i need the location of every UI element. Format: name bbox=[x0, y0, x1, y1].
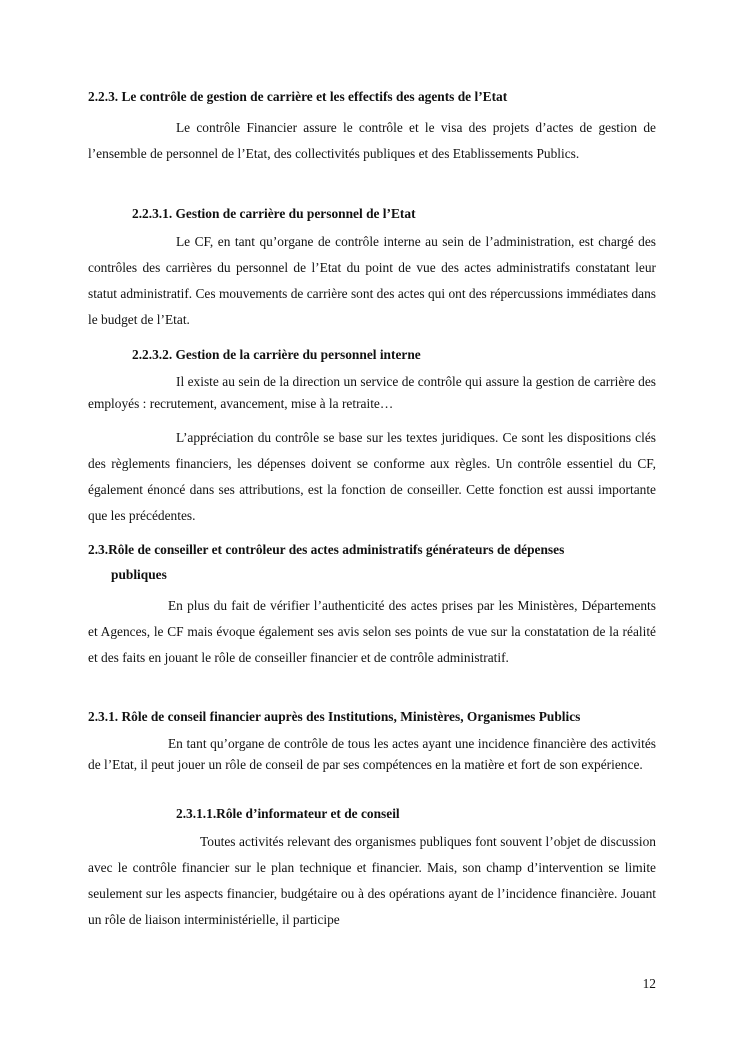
section-heading-2-3-1-1: 2.3.1.1.Rôle d’informateur et de conseil bbox=[176, 806, 400, 821]
paragraph: L’appréciation du contrôle se base sur les textes juridiques. Ce sont les dispositions clés des règlements financiers, les dépenses doivent se conforme aux règles. Un contrôle essentiel du CF, également énoncé dans ses attributions, est la fonction de conseiller. Cette fonction est aussi importante que les précédentes. bbox=[88, 430, 656, 523]
section-heading-2-2-3-2: 2.2.3.2. Gestion de la carrière du personnel interne bbox=[132, 347, 421, 362]
paragraph: Il existe au sein de la direction un service de contrôle qui assure la gestion de carrière des employés : recrutement, avancement, mise à la retraite… bbox=[88, 374, 656, 411]
page-number: 12 bbox=[642, 976, 656, 991]
paragraph: En tant qu’organe de contrôle de tous les actes ayant une incidence financière des activités de l’Etat, il peut jouer un rôle de conseil de par ses compétences en la matière et fort de son expérience. bbox=[88, 736, 656, 772]
section-heading-2-3: 2.3.Rôle de conseiller et contrôleur des actes administratifs générateurs de dépenses bbox=[88, 542, 565, 557]
section-heading-2-3-continued: publiques bbox=[111, 567, 167, 582]
paragraph: Le CF, en tant qu’organe de contrôle interne au sein de l’administration, est chargé des contrôles des carrières du personnel de l’Etat du point de vue des actes administratifs constatant leur statut administratif. Ces mouvements de carrière sont des actes qui ont des répercussions immédiates dans le budget de l’Etat. bbox=[88, 234, 656, 327]
paragraph: Le contrôle Financier assure le contrôle et le visa des projets d’actes de gestion de l’ensemble de personnel de l’Etat, des collectivités publiques et des Etablissements Publics. bbox=[88, 120, 656, 161]
section-heading-2-2-3-1: 2.2.3.1. Gestion de carrière du personnel de l’Etat bbox=[132, 206, 416, 221]
paragraph: Toutes activités relevant des organismes publiques font souvent l’objet de discussion avec le contrôle financier sur le plan technique et financier. Mais, son champ d’intervention se limite seulement sur les aspects financier, budgétaire ou à des opérations ayant de l’incidence financière. Jouant un rôle de liaison interministérielle, il participe bbox=[88, 834, 656, 927]
paragraph: En plus du fait de vérifier l’authenticité des actes prises par les Ministères, Départements et Agences, le CF mais évoque également ses avis selon ses points de vue sur la constatation de la réalité et des faits en jouant le rôle de conseiller financier et de contrôle administratif. bbox=[88, 598, 656, 665]
section-heading-2-3-1: 2.3.1. Rôle de conseil financier auprès des Institutions, Ministères, Organismes Publics bbox=[88, 709, 581, 724]
section-heading-2-2-3: 2.2.3. Le contrôle de gestion de carrière et les effectifs des agents de l’Etat bbox=[88, 89, 508, 104]
